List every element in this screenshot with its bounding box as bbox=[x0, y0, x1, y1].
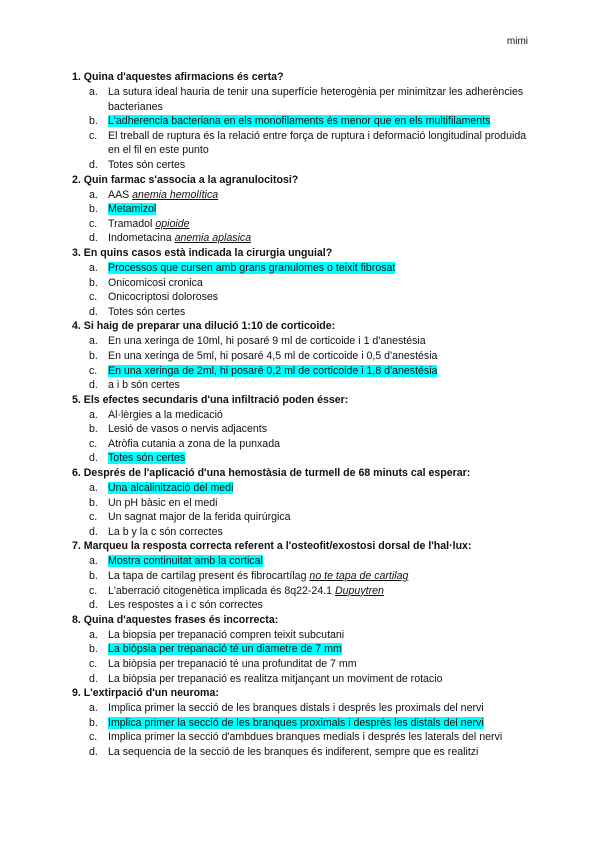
answer-option bbox=[72, 276, 532, 291]
answer-option bbox=[72, 408, 532, 423]
option-text: Un pH bàsic en el medi bbox=[108, 496, 218, 509]
option-text-highlighted: En una xeringa de 2ml, hi posaré 0,2 ml de corticoide i 1,8 d'anestésia bbox=[108, 364, 438, 377]
option-letter: a. bbox=[89, 86, 98, 98]
option-text-wrapper bbox=[108, 701, 532, 716]
option-text-wrapper bbox=[108, 642, 532, 657]
answer-option bbox=[72, 378, 532, 393]
option-text-wrapper bbox=[108, 510, 532, 525]
answer-option bbox=[72, 451, 532, 466]
option-text-wrapper bbox=[108, 481, 532, 496]
answer-option bbox=[72, 554, 532, 569]
answer-option bbox=[72, 642, 532, 657]
option-text-highlighted: Processos que cursen amb grans granulomes o teixit fibrosat bbox=[108, 261, 396, 274]
answer-option bbox=[72, 364, 532, 379]
question-title: 5. Els efectes secundaris d'una infiltració poden ésser: bbox=[72, 393, 349, 406]
option-letter: c. bbox=[89, 584, 98, 597]
option-text: El treball de ruptura és la relació entre força de ruptura i deformació longitudinal produida en el fil en este punto bbox=[108, 129, 527, 157]
option-text: Les respostes a i c són correctes bbox=[108, 599, 263, 612]
option-text-wrapper bbox=[108, 290, 532, 305]
option-text-wrapper bbox=[108, 730, 532, 745]
option-text: En una xeringa de 5ml, hi posaré 4,5 ml de corticoide i 0,5 d'anestésia bbox=[108, 349, 438, 362]
option-text-wrapper bbox=[108, 334, 532, 349]
answer-option bbox=[72, 701, 532, 716]
option-text-wrapper bbox=[108, 745, 532, 760]
option-letter: a. bbox=[89, 335, 98, 348]
option-text: La b y la c són correctes bbox=[108, 525, 223, 538]
option-letter: b. bbox=[89, 643, 98, 656]
option-text-wrapper bbox=[108, 628, 532, 643]
option-text-wrapper bbox=[108, 202, 532, 217]
option-letter: b. bbox=[89, 115, 98, 128]
answer-option bbox=[72, 525, 532, 540]
option-text-wrapper bbox=[108, 422, 532, 437]
option-letter: d. bbox=[89, 305, 98, 318]
option-letter: c. bbox=[89, 511, 98, 524]
option-text: Al·lèrgies a la medicació bbox=[108, 408, 223, 421]
option-text-wrapper bbox=[108, 231, 532, 246]
answer-option bbox=[72, 510, 532, 525]
option-text: Totes són certes bbox=[108, 305, 186, 318]
option-text: a i b són certes bbox=[108, 379, 180, 392]
option-text: Un sagnat major de la ferida quirúrgica bbox=[108, 511, 291, 524]
option-letter: c. bbox=[89, 658, 98, 670]
option-letter: b. bbox=[89, 349, 98, 362]
answer-option bbox=[72, 188, 532, 203]
option-text-wrapper bbox=[108, 716, 532, 731]
answer-option bbox=[72, 85, 532, 114]
question-title: 8. Quina d'aquestes frases és incorrecta: bbox=[72, 613, 279, 626]
option-letter: c. bbox=[89, 291, 98, 304]
answer-option bbox=[72, 584, 532, 599]
answer-option bbox=[72, 481, 532, 496]
option-letter: c. bbox=[89, 437, 98, 450]
option-text-wrapper bbox=[108, 349, 532, 364]
option-text-wrapper bbox=[108, 158, 532, 173]
answer-option bbox=[72, 305, 532, 320]
option-text-wrapper bbox=[108, 525, 532, 540]
option-annotation: Dupuytren bbox=[335, 584, 384, 597]
answer-option bbox=[72, 598, 532, 613]
option-text-wrapper bbox=[108, 657, 532, 672]
option-text: La biòpsia per trepanació té una profunditat de 7 mm bbox=[108, 658, 357, 670]
option-text: En una xeringa de 10ml, hi posaré 9 ml de corticoide i 1 d'anestésia bbox=[108, 335, 426, 348]
answer-option bbox=[72, 730, 532, 745]
question-title: 7. Marqueu la resposta correcta referent a l'osteofit/exostosi dorsal de l'hal·lux: bbox=[72, 540, 472, 553]
option-text-wrapper bbox=[108, 129, 532, 158]
option-letter: b. bbox=[89, 203, 98, 216]
option-text-highlighted: La biòpsia per trepanació té un diametre de 7 mm bbox=[108, 643, 342, 656]
option-text: Lesió de vasos o nervis adjacents bbox=[108, 423, 267, 436]
answer-option bbox=[72, 217, 532, 232]
answer-option bbox=[72, 569, 532, 584]
option-text-highlighted: Mostra continuitat amb la cortical bbox=[108, 555, 263, 568]
option-text-highlighted: Metamizol bbox=[108, 203, 157, 216]
option-text-wrapper bbox=[108, 217, 532, 232]
option-letter: d. bbox=[89, 745, 98, 758]
option-annotation: opioide bbox=[155, 217, 190, 230]
option-text: L'aberració citogenètica implicada és 8q22-24.1 bbox=[108, 584, 333, 597]
option-letter: a. bbox=[89, 261, 98, 274]
option-text-wrapper bbox=[108, 378, 532, 393]
option-letter: b. bbox=[89, 276, 98, 289]
option-letter: a. bbox=[89, 482, 98, 495]
answer-option bbox=[72, 202, 532, 217]
option-text: Onicocriptosi doloroses bbox=[108, 291, 219, 304]
answer-option bbox=[72, 716, 532, 731]
option-letter: d. bbox=[89, 525, 98, 538]
answer-option bbox=[72, 129, 532, 158]
answer-option bbox=[72, 349, 532, 364]
answer-option bbox=[72, 672, 532, 687]
option-text-wrapper bbox=[108, 276, 532, 291]
answer-option bbox=[72, 290, 532, 305]
option-text: Totes són certes bbox=[108, 158, 186, 171]
answer-option bbox=[72, 657, 532, 672]
option-text-wrapper bbox=[108, 672, 532, 687]
answer-option bbox=[72, 628, 532, 643]
option-text: La sutura ideal hauria de tenir una superfície heterogènia per minimitzar les adherències bacterianes bbox=[108, 86, 524, 113]
option-text: La sequencia de la secció de les branques és indiferent, sempre que es realitzi bbox=[108, 745, 479, 758]
option-text: La biòpsia per trepanació es realitza mitjançant un moviment de rotacio bbox=[108, 672, 443, 685]
option-text-wrapper bbox=[108, 598, 532, 613]
option-letter: b. bbox=[89, 496, 98, 509]
option-letter: a. bbox=[89, 555, 98, 568]
option-text-highlighted: L'adherencia bacteriana en els monofilaments és menor que en els multifilaments bbox=[108, 115, 491, 128]
answer-option bbox=[72, 422, 532, 437]
option-text-wrapper bbox=[108, 569, 532, 584]
option-text: Implica primer la secció d'ambdues branques medials i després les laterals del nervi bbox=[108, 731, 503, 744]
option-text: La tapa de cartílag present és fibrocartílag bbox=[108, 570, 307, 583]
option-letter: a. bbox=[89, 628, 98, 641]
answer-option bbox=[72, 334, 532, 349]
answer-option bbox=[72, 496, 532, 511]
option-letter: c. bbox=[89, 129, 98, 142]
option-letter: d. bbox=[89, 599, 98, 612]
option-letter: d. bbox=[89, 158, 98, 171]
option-letter: b. bbox=[89, 570, 98, 583]
option-text-wrapper bbox=[108, 364, 532, 379]
option-text-wrapper bbox=[108, 188, 532, 203]
option-text-wrapper bbox=[108, 261, 532, 276]
answer-option bbox=[72, 158, 532, 173]
question-title: 3. En quins casos està indicada la cirurgia unguial? bbox=[72, 246, 333, 259]
question-title: 1. Quina d'aquestes afirmacions és certa? bbox=[72, 71, 284, 83]
question-title: 9. L'extirpació d'un neuroma: bbox=[72, 687, 219, 700]
option-letter: c. bbox=[89, 364, 98, 377]
option-text-wrapper bbox=[108, 584, 532, 599]
page-header-author: mimi bbox=[506, 36, 528, 47]
option-text: Implica primer la secció de les branques distals i després les proximals del nervi bbox=[108, 702, 484, 715]
option-letter: a. bbox=[89, 408, 98, 421]
option-text: Onicomicosi cronica bbox=[108, 276, 203, 289]
question-title: 6. Després de l'aplicació d'una hemostàsia de turmell de 68 minuts cal esperar: bbox=[72, 467, 471, 480]
option-text-wrapper bbox=[108, 437, 532, 452]
option-letter: c. bbox=[89, 217, 98, 230]
option-annotation: anemia aplasica bbox=[174, 232, 252, 245]
option-text-highlighted: Implica primer la secció de les branques proximals i després les distals del nervi bbox=[108, 716, 484, 729]
option-letter: d. bbox=[89, 379, 98, 392]
option-letter: b. bbox=[89, 423, 98, 436]
option-letter: d. bbox=[89, 452, 98, 465]
option-text-wrapper bbox=[108, 451, 532, 466]
option-text: La biopsia per trepanació compren teixit subcutani bbox=[108, 628, 345, 641]
answer-option bbox=[72, 437, 532, 452]
option-letter: d. bbox=[89, 232, 98, 245]
answer-option bbox=[72, 745, 532, 760]
option-text-wrapper bbox=[108, 496, 532, 511]
option-letter: b. bbox=[89, 716, 98, 729]
question-title: 2. Quin farmac s'associa a la agranulocitosi? bbox=[72, 173, 299, 186]
answer-option bbox=[72, 261, 532, 276]
option-text-wrapper bbox=[108, 554, 532, 569]
option-text-wrapper bbox=[108, 114, 532, 129]
option-letter: a. bbox=[89, 702, 98, 715]
option-text-wrapper bbox=[108, 305, 532, 320]
question-title: 4. Si haig de preparar una dilució 1:10 de corticoide: bbox=[72, 320, 336, 333]
answer-option bbox=[72, 231, 532, 246]
option-text-wrapper bbox=[108, 85, 532, 114]
option-annotation: no te tapa de cartilag bbox=[309, 570, 409, 583]
option-text: Indometacina bbox=[108, 232, 172, 245]
option-text: Atròfia cutania a zona de la punxada bbox=[108, 437, 280, 450]
option-text-wrapper bbox=[108, 408, 532, 423]
option-letter: a. bbox=[89, 188, 98, 201]
option-text-highlighted: Una alcalinització del medi bbox=[108, 482, 234, 495]
answer-option bbox=[72, 114, 532, 129]
option-text: Tramadol bbox=[108, 217, 153, 230]
option-text: AAS bbox=[108, 188, 130, 201]
option-letter: c. bbox=[89, 731, 98, 744]
option-annotation: anemia hemolítica bbox=[132, 188, 219, 201]
option-text-highlighted: Totes són certes bbox=[108, 452, 186, 465]
quiz-document bbox=[72, 70, 532, 760]
option-letter: d. bbox=[89, 672, 98, 685]
